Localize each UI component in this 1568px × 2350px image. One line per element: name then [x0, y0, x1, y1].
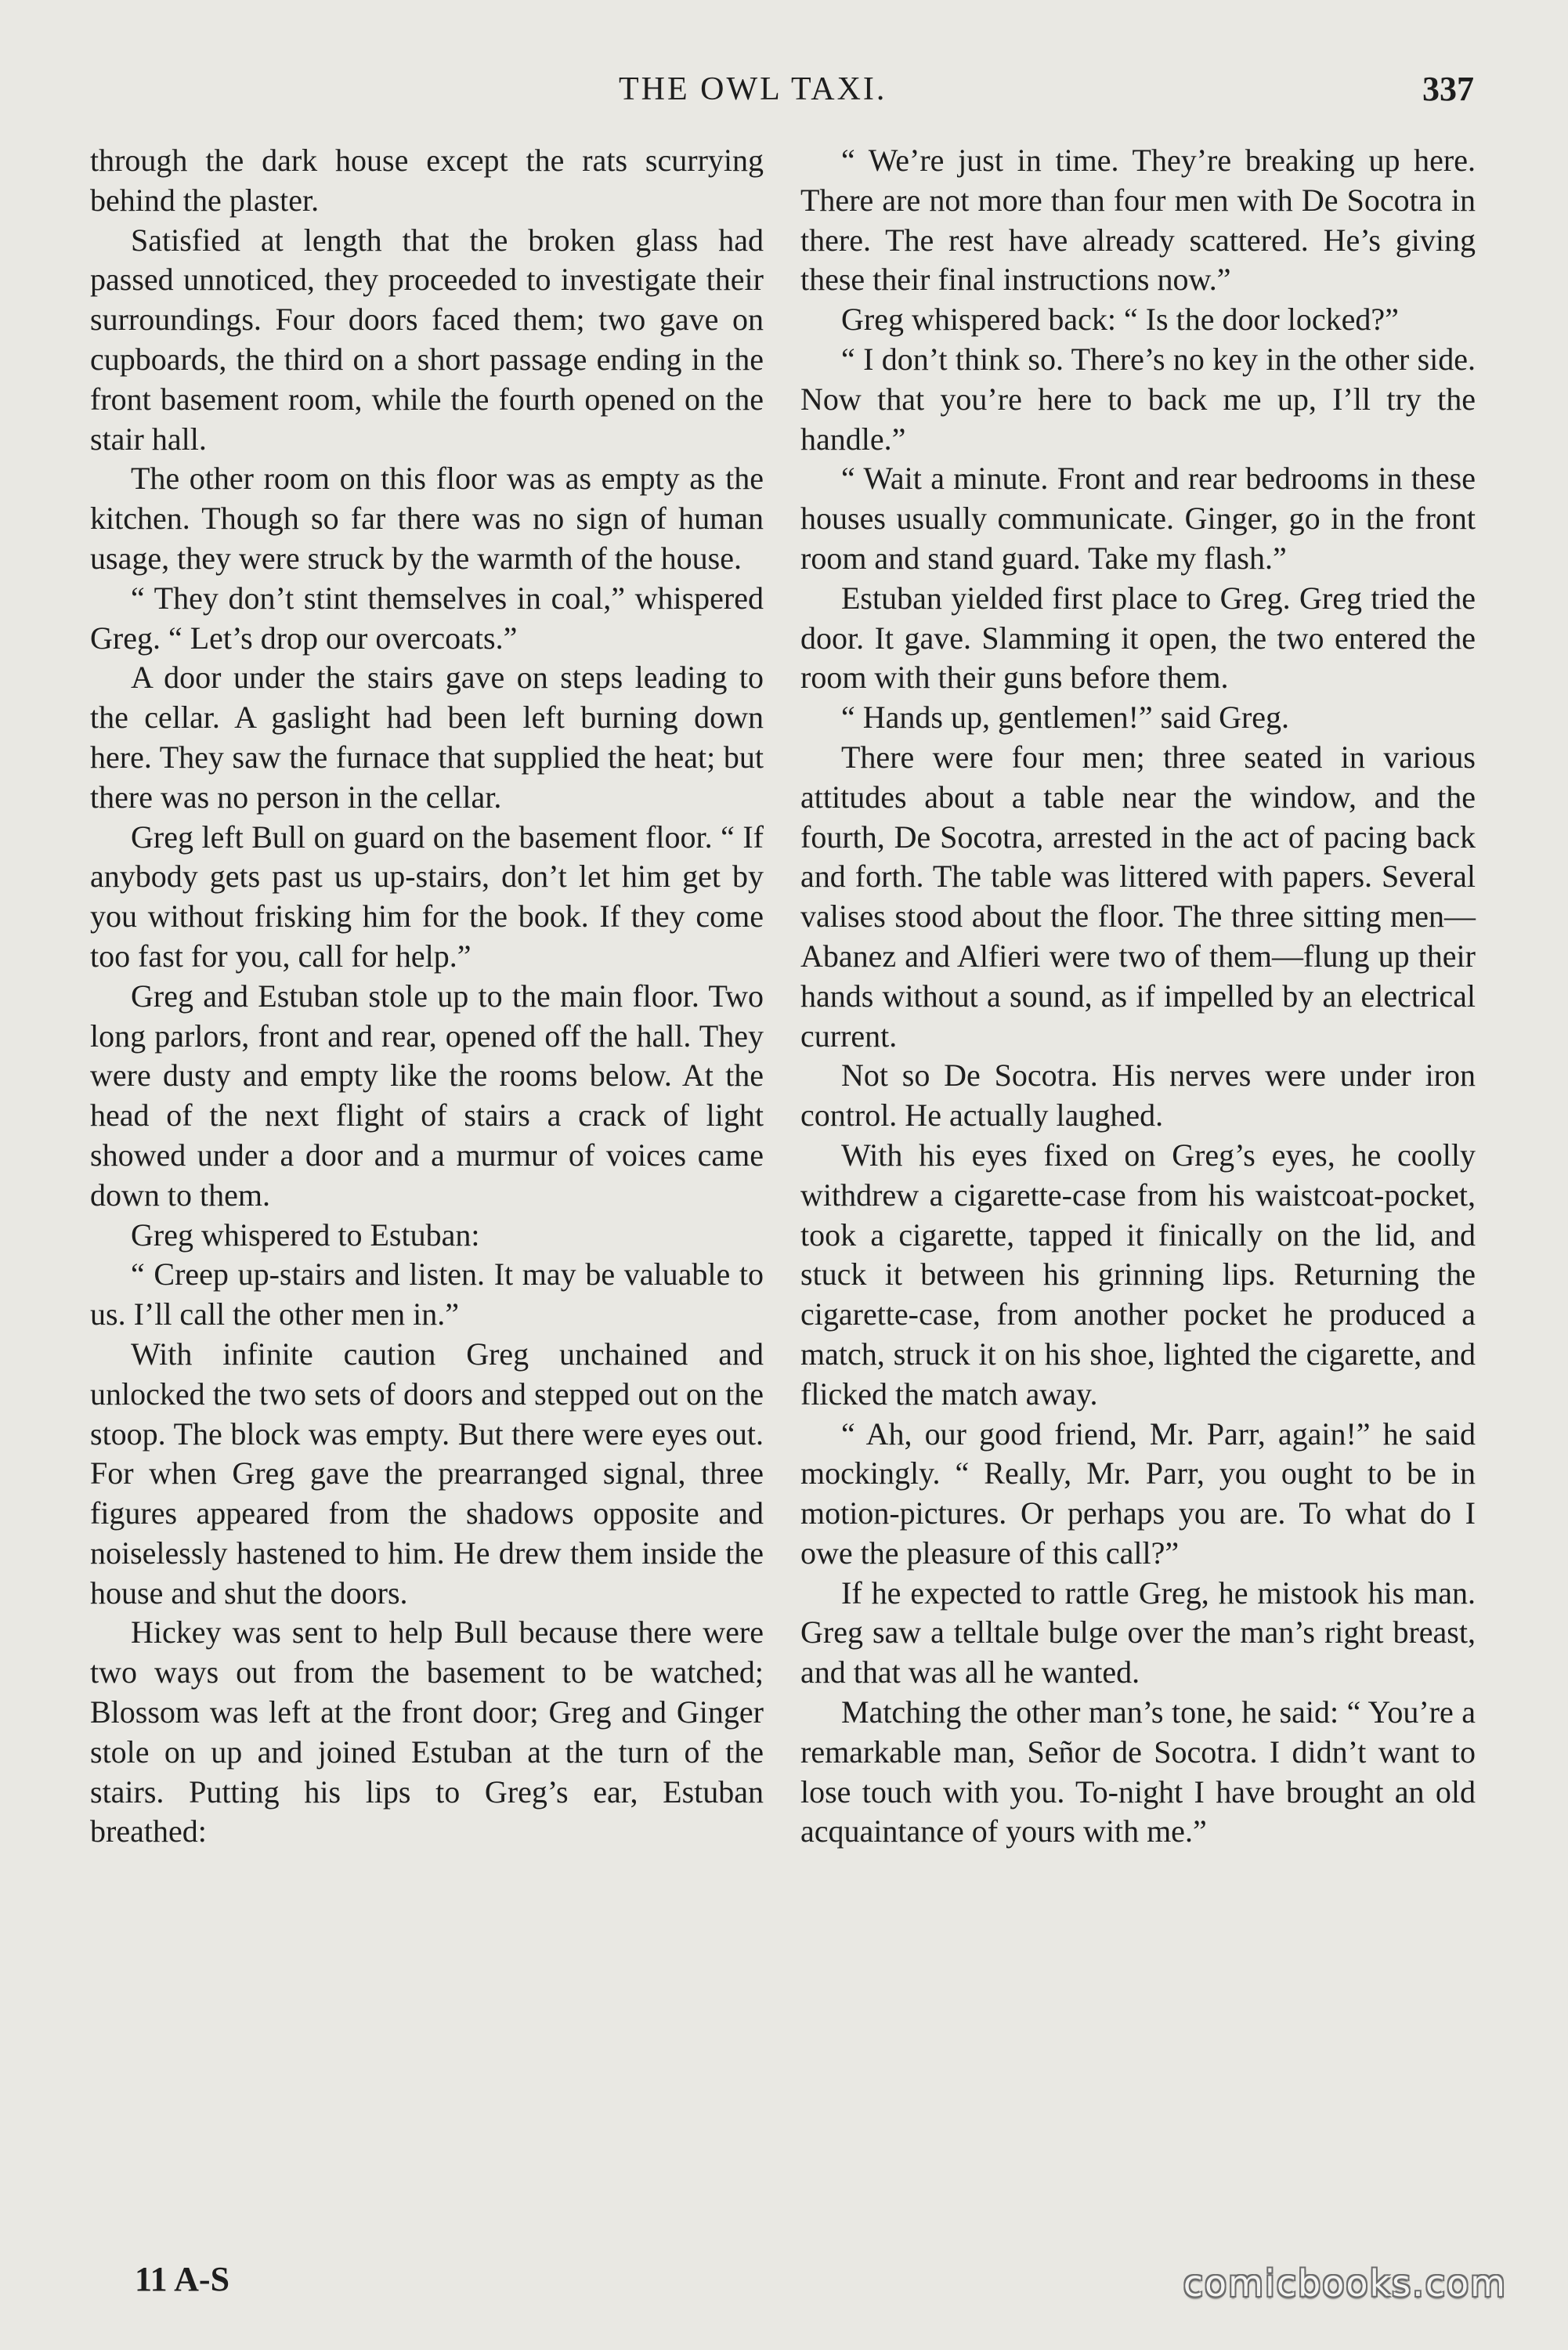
paragraph: “ Wait a minute. Front and rear bedrooms in these houses usually communicate. Ginger, go in the front room and stand guard. Take my flash.”	[800, 461, 1476, 576]
watermark-logo: comicbooks.com	[1183, 2262, 1507, 2305]
left-text-column	[90, 141, 764, 1852]
paragraph: The other room on this floor was as empty as the kitchen. Though so far there was no sign of human usage, they were struck by the warmth of the house.	[90, 461, 764, 576]
signature-mark: 11 A-S	[135, 2260, 230, 2298]
page-header	[0, 66, 1568, 113]
running-title: THE OWL TAXI.	[619, 71, 887, 107]
paragraph: Greg and Estuban stole up to the main floor. Two long parlors, front and rear, opened off the hall. They were dusty and empty like the rooms below. At the head of the next flight of stairs a crack of light showed under a door and a murmur of voices came down to them.	[90, 978, 764, 1213]
paragraph: “ Hands up, gentlemen!” said Greg.	[841, 700, 1290, 736]
paragraph: through the dark house except the rats scurrying behind the plaster.	[90, 143, 764, 218]
paragraph: A door under the stairs gave on steps leading to the cellar. A gaslight had been left burning down here. They saw the furnace that supplied the heat; but there was no person in the cellar.	[90, 660, 764, 815]
paragraph: Not so De Socotra. His nerves were under iron control. He actually laughed.	[800, 1058, 1476, 1133]
paragraph: “ Ah, our good friend, Mr. Parr, again!” he said mockingly. “ Really, Mr. Parr, you ought to be in motion-pictures. Or perhaps you are. To what do I owe the pleasure of this call?”	[800, 1415, 1476, 1571]
paragraph: Greg whispered to Estuban:	[131, 1217, 480, 1253]
paragraph: Hickey was sent to help Bull because there were two ways out from the basement to be watched; Blossom was left at the front door; Greg and Ginger stole on up and joined Estuban at the turn of the stairs. Putting his lips to Greg’s ear, Estuban breathed:	[90, 1614, 764, 1849]
paragraph: Matching the other man’s tone, he said: “ You’re a remarkable man, Señor de Socotra. I didn’t want to lose touch with you. To-night I have brought an old acquaintance of yours with me.”	[800, 1694, 1476, 1849]
paragraph: With infinite caution Greg unchained and unlocked the two sets of doors and stepped out on the stoop. The block was empty. But there were eyes out. For when Greg gave the prearranged signal, three figures appeared from the shadows opposite and noiselessly hastened to him. He drew them inside the house and shut the doors.	[90, 1336, 764, 1611]
right-text-column	[800, 141, 1476, 1852]
paragraph: Satisfied at length that the broken glass had passed unnoticed, they proceeded to investigate their surroundings. Four doors faced them; two gave on cupboards, the third on a short passage ending in the front basement room, while the fourth opened on the stair hall.	[90, 222, 764, 457]
paragraph: Greg left Bull on guard on the basement floor. “ If anybody gets past us up-stairs, don’t let him get by you without frisking him for the book. If they come too fast for you, call for help.”	[90, 819, 764, 974]
paragraph: There were four men; three seated in various attitudes about a table near the window, and the fourth, De Socotra, arrested in the act of pacing back and forth. The table was littered with papers. Several valises stood about the floor. The three sitting men—Abanez and Alfieri were two of them—flung up their hands without a sound, as if impelled by an electrical current.	[800, 739, 1476, 1054]
paragraph: Greg whispered back: “ Is the door locked?”	[841, 302, 1399, 338]
paragraph: If he expected to rattle Greg, he mistook his man. Greg saw a telltale bulge over the man’s right breast, and that was all he wanted.	[800, 1574, 1476, 1690]
paragraph: With his eyes fixed on Greg’s eyes, he coolly withdrew a cigarette-case from his waistcoat-pocket, took a cigarette, tapped it finically on the lid, and stuck it between his grinning lips. Returning the cigarette-case, from another pocket he produced a match, struck it on his shoe, lighted the cigarette, and flicked the match away.	[800, 1137, 1476, 1412]
paragraph: Estuban yielded first place to Greg. Greg tried the door. It gave. Slamming it open, the two entered the room with their guns before them.	[800, 580, 1476, 696]
paragraph: “ They don’t stint themselves in coal,” whispered Greg. “ Let’s drop our overcoats.”	[90, 580, 764, 656]
paragraph: “ We’re just in time. They’re breaking up here. There are not more than four men with De Socotra in there. The rest have already scattered. He’s giving these their final instructions now.”	[800, 143, 1476, 298]
paragraph: “ Creep up-stairs and listen. It may be valuable to us. I’ll call the other men in.”	[90, 1256, 764, 1332]
paragraph: “ I don’t think so. There’s no key in the other side. Now that you’re here to back me up, I’ll try the handle.”	[800, 341, 1476, 457]
page-number: 337	[1422, 70, 1474, 108]
